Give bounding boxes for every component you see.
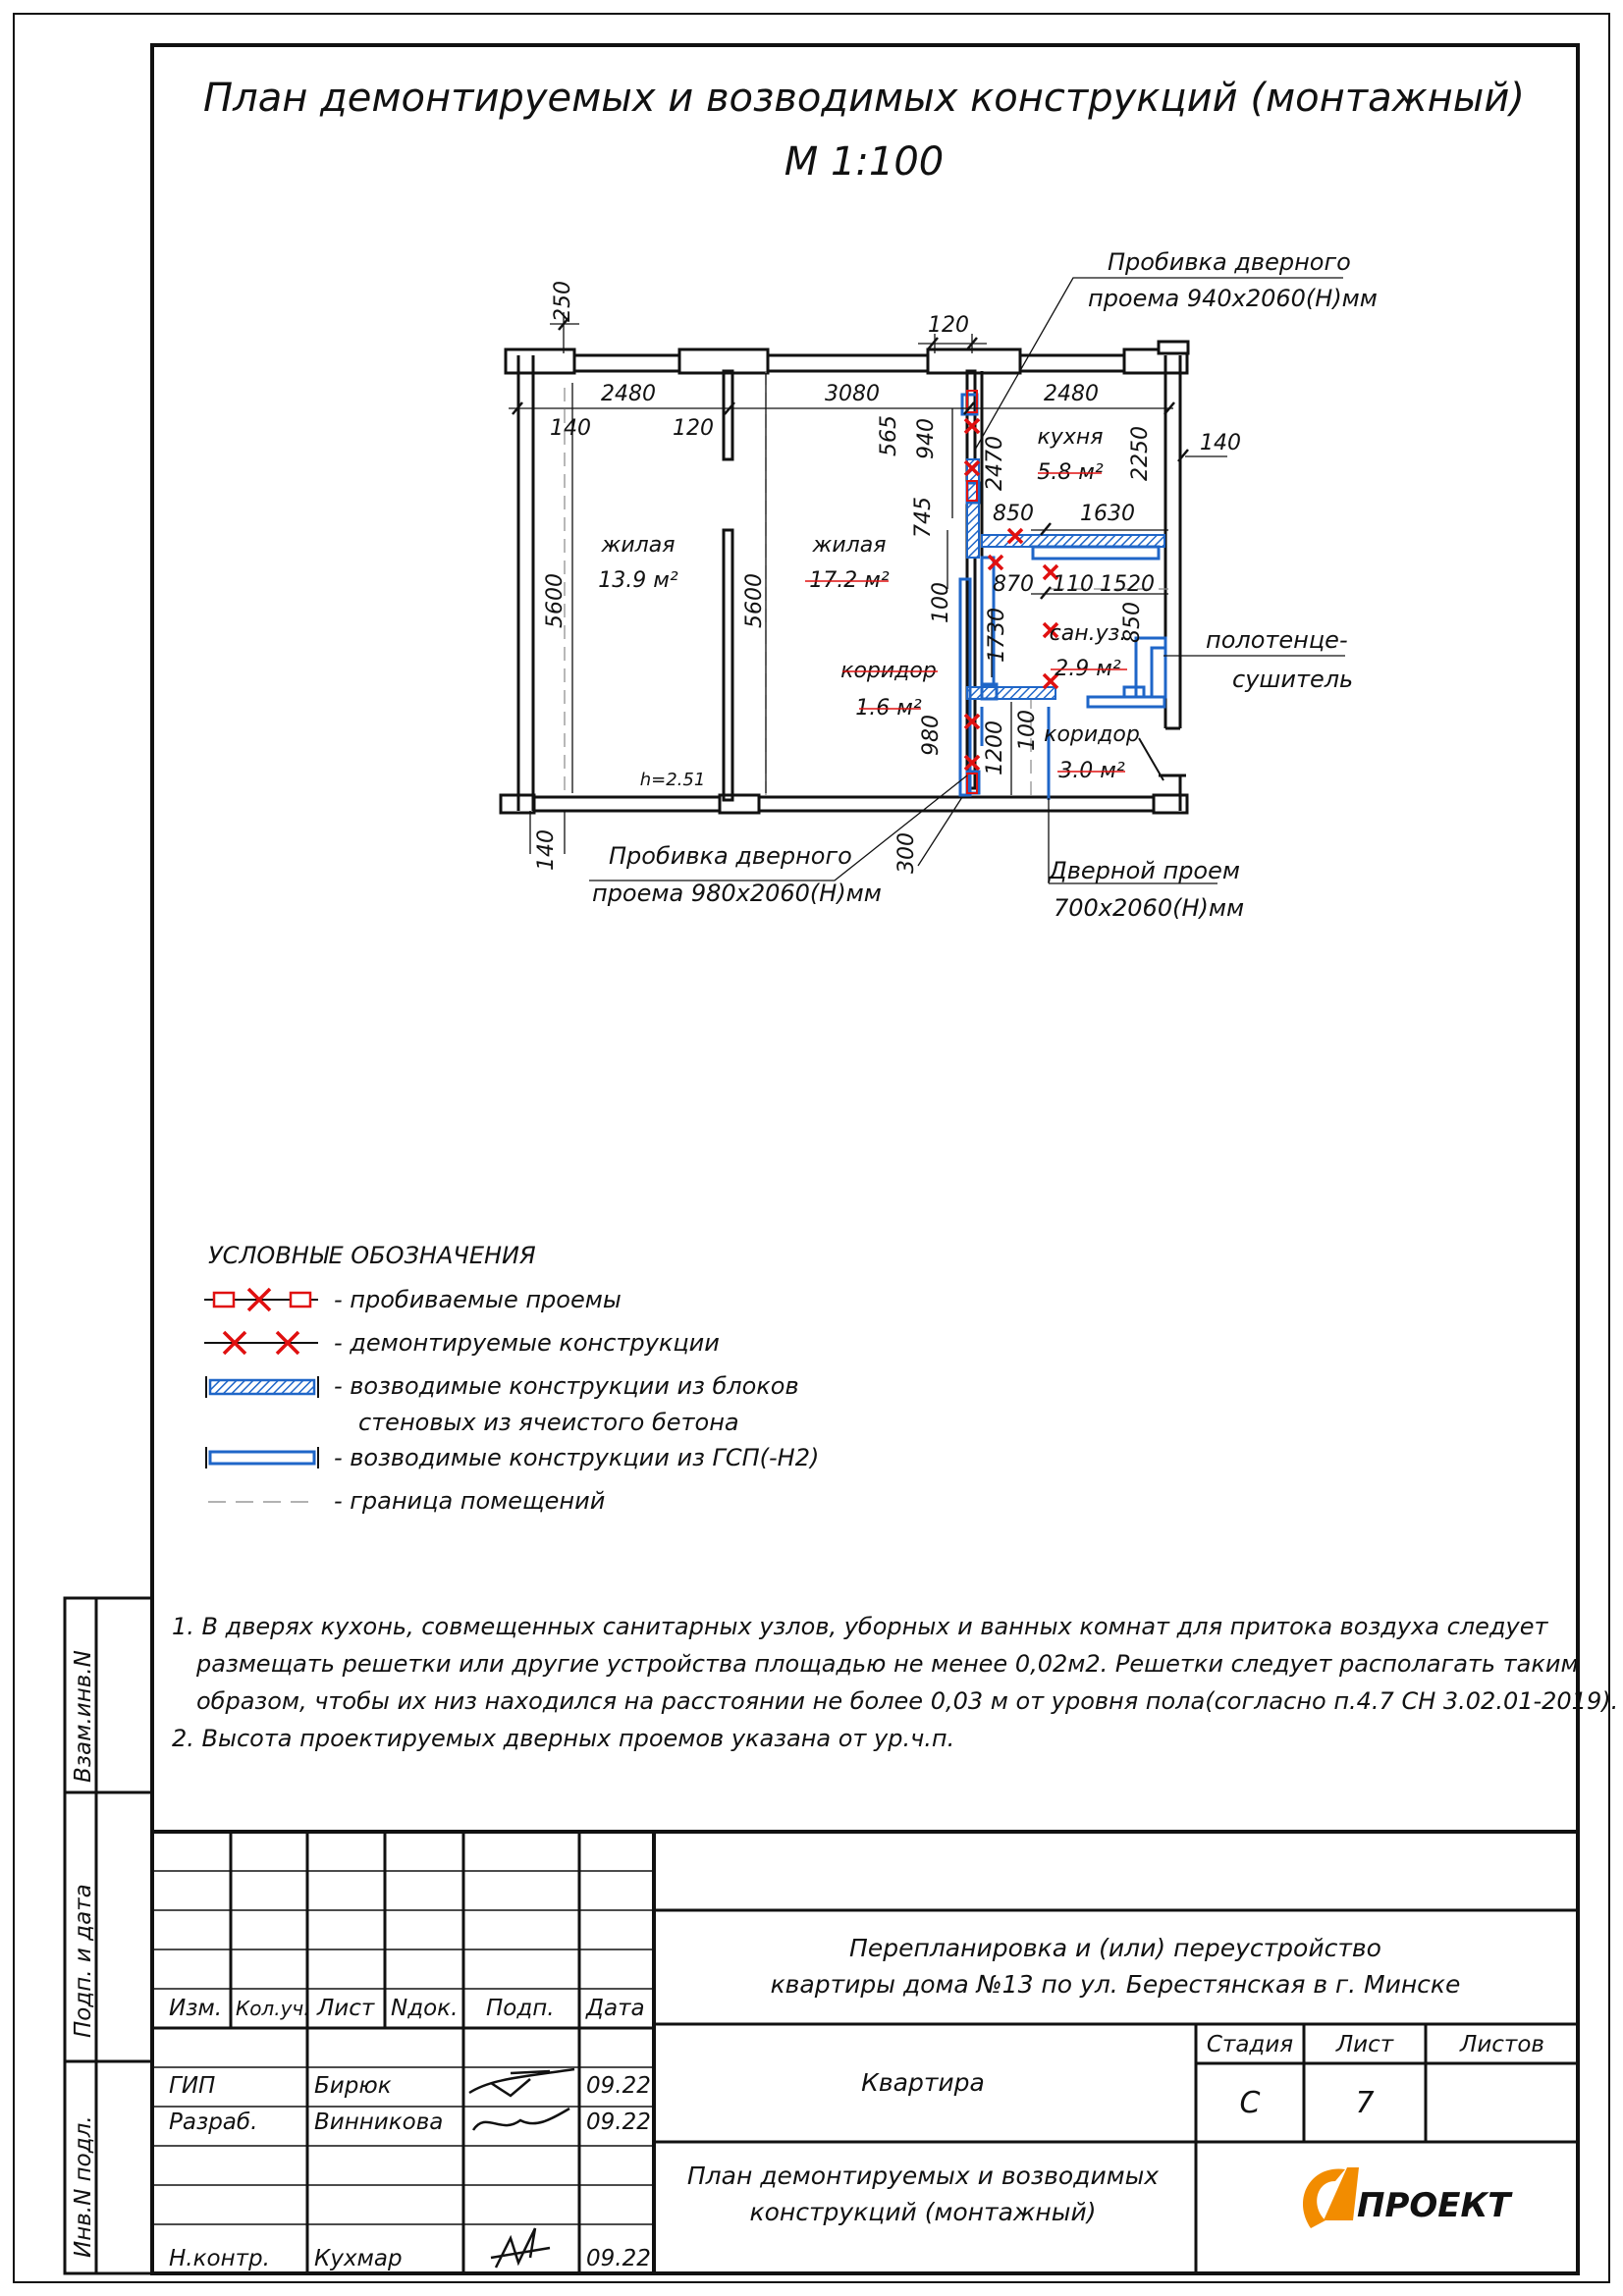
room-living1-area: 13.9 м² [598,568,678,593]
legend-title: УСЛОВНЫЕ ОБОЗНАЧЕНИЯ [208,1242,536,1269]
room-corridor1-name: коридор [840,659,937,683]
callout-door-bottom-1: Пробивка дверного [609,842,852,870]
outer-wall-right [1159,355,1186,811]
dim-745: 745 [911,497,936,538]
tb-header-date: Дата [586,1996,645,2021]
dim-1200: 1200 [983,721,1007,775]
room-bath-area: 2.9 м² [1055,657,1121,681]
dim-3080: 3080 [825,382,880,406]
tb-name-razrab: Винникова [314,2109,444,2135]
dim-2250: 2250 [1128,426,1153,481]
tb-sheet-value: 7 [1355,2086,1375,2120]
dim-140b: 140 [1200,431,1241,455]
callout-towel-2: сушитель [1232,666,1354,693]
tb-stage-label: Стадия [1206,2032,1294,2057]
dim-850b: 850 [1120,602,1145,643]
note-line-2: размещать решетки или другие устройства площадью не менее 0,02м2. Решетки следует располагать таким [196,1650,1579,1678]
dim-300: 300 [894,832,919,874]
tb-date-razrab: 09.22 [586,2109,651,2135]
tb-project-2: квартиры дома №13 по ул. Берестянская в г. Минске [770,1970,1461,1999]
callout-door-top-1: Пробивка дверного [1108,248,1351,276]
notes [172,1613,1618,1752]
outer-wall-bottom [501,795,1187,813]
legend-item-block-walls: - возводимые конструкции из блоков [334,1372,799,1400]
tb-date-gip: 09.22 [586,2073,651,2099]
tb-sheet-label: Лист [1335,2032,1394,2057]
height-mark: h=2.51 [639,770,706,790]
legend-item-openings: - пробиваемые проемы [334,1286,622,1313]
dim-120a: 120 [928,313,969,338]
legend [204,1242,819,1515]
room-kitchen-area: 5.8 м² [1037,460,1104,485]
stamp-vzam: Взам.инв.N [71,1650,96,1783]
callout-door-bottom-2: проема 980х2060(Н)мм [592,880,882,907]
note-line-3: образом, чтобы их низ находился на расстоянии не более 0,03 м от уровня пола(согласно п.4.7 СН 3.02.01-2019). [196,1687,1619,1715]
dim-250: 250 [551,281,575,322]
dim-850a: 850 [993,502,1034,526]
dim-120b: 120 [673,416,714,441]
tb-header-kolch: Кол.уч. [236,1997,310,2020]
outer-wall-left [518,355,533,811]
tb-project-1: Перепланировка и (или) переустройство [849,1934,1381,1962]
legend-symbol-block-walls [206,1376,318,1398]
dim-100b: 100 [1015,710,1040,751]
logo-text: ПРОЕКТ [1357,2186,1511,2225]
legend-item-gsp-walls: - возводимые конструкции из ГСП(-Н2) [334,1444,820,1471]
legend-item-block-walls-cont: стеновых из ячеистого бетона [358,1409,739,1436]
room-corridor2-area: 3.0 м² [1058,759,1125,783]
stamp-inv: Инв.N подл. [71,2115,96,2258]
tb-header-izm: Изм. [169,1996,223,2021]
dim-110: 110 [1053,572,1094,597]
page-title: План демонтируемых и возводимых конструкций (монтажный) [203,76,1525,121]
tb-stage-value: С [1239,2086,1261,2120]
callout-door-opening-1: Дверной проем [1049,857,1240,884]
legend-item-demolished: - демонтируемые конструкции [334,1329,720,1357]
tb-role-nkontr: Н.контр. [169,2246,270,2271]
signatures [469,2069,574,2268]
tb-date-nkontr: 09.22 [586,2246,651,2271]
dim-1730: 1730 [985,608,1009,663]
legend-symbol-demolished [204,1332,318,1354]
tb-header-podp: Подп. [486,1996,555,2021]
room-bath-name: сан.уз. [1049,621,1127,646]
tb-sheet-title-2: конструкций (монтажный) [749,2198,1097,2226]
outer-wall-top [506,342,1188,373]
legend-symbol-openings [204,1289,318,1310]
legend-symbol-gsp-walls [206,1447,318,1468]
tb-object: Квартира [861,2068,985,2097]
door-swing [1139,738,1163,780]
dim-5600b: 5600 [742,573,767,628]
tb-role-razrab: Разраб. [169,2109,258,2135]
room-living1-name: жилая [601,533,676,558]
company-logo [1303,2167,1513,2228]
dim-140a: 140 [550,416,591,441]
dim-980: 980 [919,715,944,756]
page-scale: М 1:100 [784,139,945,185]
dim-565: 565 [877,415,901,456]
note-line-1: 1. В дверях кухонь, совмещенных санитарных узлов, уборных и ванных комнат для притока воздуха следует [172,1613,1548,1640]
callout-door-top-2: проема 940х2060(Н)мм [1088,285,1378,312]
dim-2470: 2470 [983,436,1007,491]
dim-5600a: 5600 [543,573,568,628]
callout-towel-1: полотенце- [1206,626,1348,654]
room-corridor1-area: 1.6 м² [855,696,922,721]
dim-940: 940 [914,418,939,459]
dim-1630: 1630 [1080,502,1135,526]
room-living2-name: жилая [812,533,887,558]
tb-sheets-label: Листов [1460,2032,1544,2057]
tb-header-ndok: Nдок. [391,1996,459,2021]
room-living2-area: 17.2 м² [809,568,890,593]
room-kitchen-name: кухня [1037,425,1104,450]
dim-140c: 140 [534,829,559,871]
tb-header-list: Лист [317,1996,375,2021]
floor-plan [501,248,1378,922]
dim-2480a: 2480 [601,382,656,406]
dim-100a: 100 [929,582,953,623]
tb-name-gip: Бирюк [314,2073,392,2099]
dim-1520: 1520 [1100,572,1155,597]
callout-door-opening-2: 700х2060(Н)мм [1054,894,1245,922]
room-corridor2-name: коридор [1044,722,1140,747]
stamp-podp: Подп. и дата [71,1884,96,2038]
tb-name-nkontr: Кухмар [314,2246,403,2271]
note-line-4: 2. Высота проектируемых дверных проемов указана от ур.ч.п. [172,1725,955,1752]
tb-sheet-title-1: План демонтируемых и возводимых [686,2162,1160,2190]
dim-2480b: 2480 [1044,382,1099,406]
legend-item-boundary: - граница помещений [334,1487,606,1515]
dim-870: 870 [993,572,1034,597]
tb-role-gip: ГИП [169,2073,216,2099]
